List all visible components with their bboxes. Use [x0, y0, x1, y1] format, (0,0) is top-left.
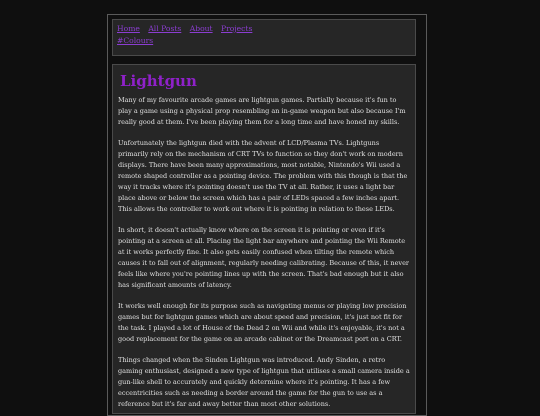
post-paragraph: Many of my favourite arcade games are lightgun games. Partially because it's fun to play a game using a physical prop resembling an in-game weapon but also because I'm really good at them. I've been playing them for a long time and have honed my skills. [118, 96, 406, 126]
nav-link-colours[interactable]: #Colours [117, 36, 154, 45]
nav-bar [112, 19, 416, 56]
post-title: Lightgun [120, 72, 197, 90]
post-paragraph: Things changed when the Sinden Lightgun was introduced. Andy Sinden, a retro gaming enthusiast, designed a new type of lightgun that utilises a small camera inside a gun-like shell to accurately and quickly determine where it's pointing. It has a few eccentricities such as needing a border around the game for the gun to use as a reference but it's far and away better than most other solutions. [118, 356, 410, 408]
nav-link-home[interactable]: Home [117, 24, 140, 33]
post-content [112, 64, 416, 414]
nav-link-all-posts[interactable]: All Posts [148, 24, 182, 33]
nav-link-projects[interactable]: Projects [221, 24, 253, 33]
post-paragraph: Unfortunately the lightgun died with the advent of LCD/Plasma TVs. Lightguns primarily rely on the mechanism of CRT TVs to function so they don't work on modern displays. There have been many approximations, most notable, Nintendo's Wii used a remote shaped controller as a pointing device. The problem with this though is that the way it tracks where it's pointing doesn't use the TV at all. Rather, it uses a light bar place above or below the screen which has a pair of LEDs spaced a few inches apart. This allows the controller to work out where it is pointing in relation to these LEDs. [118, 139, 408, 213]
nav-link-about[interactable]: About [189, 24, 213, 33]
post-paragraph: In short, it doesn't actually know where on the screen it is pointing or even if it's pointing at a screen at all. Placing the light bar anywhere and pointing the Wii Remote at it works perfectly fine. It also gets easily confused when tilting the remote which causes it to fall out of alignment, regularly needing calibrating. Because of this, it never feels like where you're pointing lines up with the screen. That's bad enough but it also has significant amounts of latency. [118, 226, 410, 289]
page-frame [107, 14, 427, 416]
post-paragraph: It works well enough for its purpose such as navigating menus or playing low precision games but for lightgun games which are about speed and precision, it's just not fit for the task. I played a lot of House of the Dead 2 on Wii and while it's enjoyable, it's not a good replacement for the game on an arcade cabinet or the Dreamcast port on a CRT. [118, 302, 407, 343]
